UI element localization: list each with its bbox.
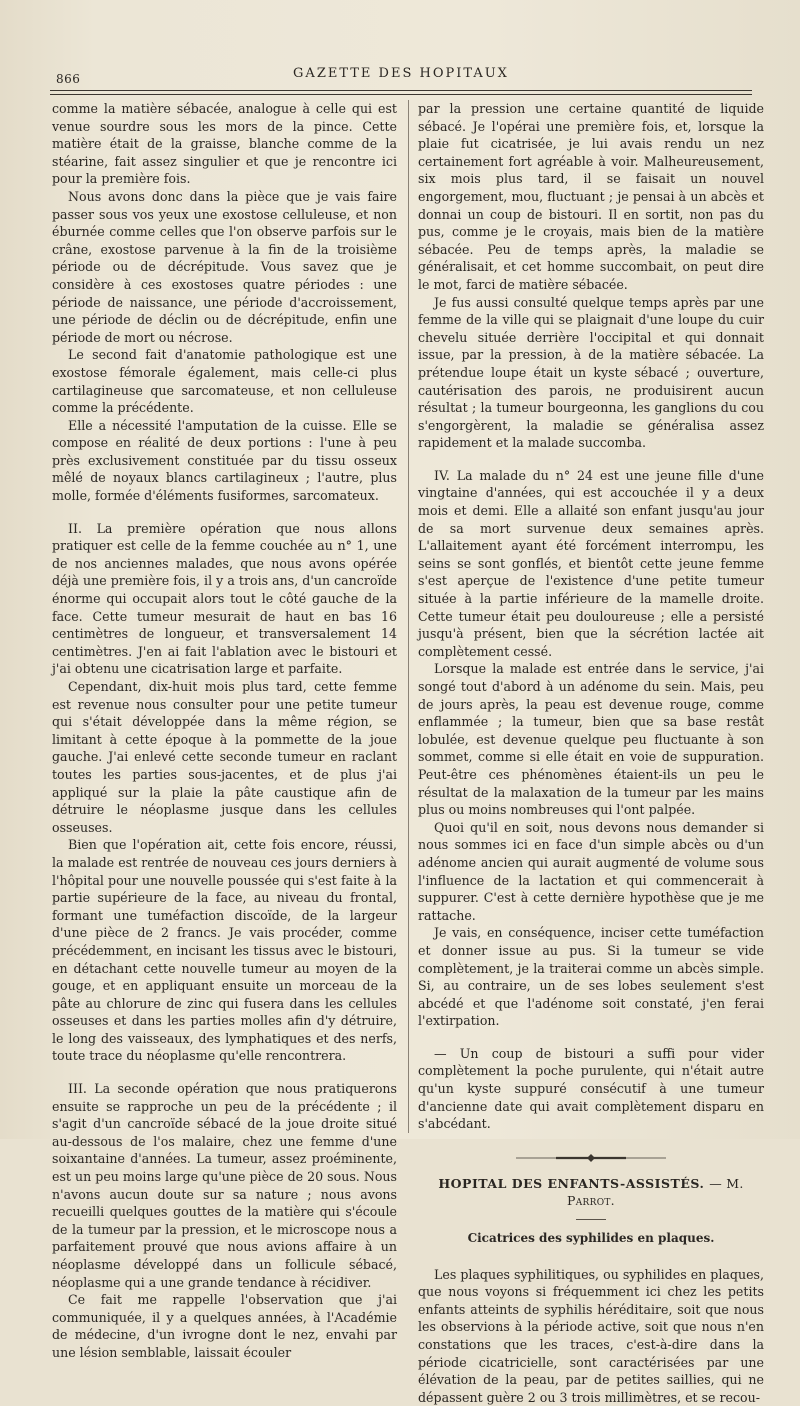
hospital-name: HOPITAL DES ENFANTS-ASSISTÉS. [438, 1175, 705, 1191]
journal-title: GAZETTE DES HOPITAUX [293, 66, 509, 81]
column-divider [408, 100, 409, 1133]
right-column [418, 100, 764, 1406]
running-head [50, 64, 752, 86]
paragraph: Cependant, dix-huit mois plus tard, cette femme est revenue nous consulter pour une petite tumeur qui s'était développée dans la même région, se limitant à cette époque à la pommette de la joue gauche. J'ai enlevé cette seconde tumeur en raclant toutes les parties sous-jacentes, et de plus j'ai appliqué sur la plaie la pâte caustique afin de détruire le néoplasme jusque dans les cellules osseuses. [52, 679, 397, 835]
paragraph: Le second fait d'anatomie pathologique est une exostose fémorale également, mais celle-ci plus cartilagineuse que sarcomateuse, et non celluleuse comme la précédente. [52, 347, 397, 416]
paragraph: Lorsque la malade est entrée dans le service, j'ai songé tout d'abord à un adénome du sein. Mais, peu de jours après, la peau est devenue rouge, comme enflammée ; la tumeur, bien que sa base restât lobulée, est devenue quelque peu fluctuante à son sommet, comme si elle était en voie de suppuration. Peut-être ces phénomènes étaient-ils un peu le résultat de la malaxation de la tumeur par les mains plus ou moins nombreuses qui l'ont palpée. [418, 661, 764, 818]
paragraph: Ce fait me rappelle l'observation que j'ai communiquée, il y a quelques années, à l'Académie de médecine, d'un ivrogne dont le nez, envahi par une lésion semblable, laissait écouler [52, 1292, 397, 1360]
left-column [52, 100, 397, 1362]
paragraph: Nous avons donc dans la pièce que je vais faire passer sous vos yeux une exostose celluleuse, et non éburnée comme celles que l'on observe parfois sur le crâne, exostose parvenue à la fin de la troisième période ou de décrépitude. Vous savez que je considère à ces exostoses quatre périodes : une période de naissance, une période d'accroissement, une période de déclin ou de décrépitude, enfin une période de mort ou nécrose. [52, 188, 397, 345]
article-subtitle: Cicatrices des syphilides en plaques. [467, 1231, 715, 1246]
paragraph: Les plaques syphilitiques, ou syphilides en plaques, que nous voyons si fréquemment ici chez les petits enfants atteints de syphilis héréditaire, soit que nous les observions à la période active, soit que nous n'en constations que les traces, c'est-à-dire dans la période cicatricielle, sont caractérisées par une élévation de la peau, par de petites saillies, qui ne dépassent guère 2 ou 3 trois millimètres, et se recou- [418, 1266, 764, 1405]
section-heading [418, 1175, 764, 1210]
paragraph: Elle a nécessité l'amputation de la cuisse. Elle se compose en réalité de deux portions : l'une à peu près exclusivement constituée par du tissu osseux mêlé de noyaux blancs cartilagineux ; l'autre, plus molle, formée d'éléments fusiformes, sarcomateux. [52, 417, 397, 504]
header-rule-thin [50, 94, 752, 95]
section-ornament [418, 1147, 764, 1169]
paragraph: Bien que l'opération ait, cette fois encore, réussi, la malade est rentrée de nouveau ces jours derniers à l'hôpital pour une nouvelle poussée qui s'est faite à la partie supérieure de la face, au niveau du frontal, formant une tuméfaction discoïde, de la largeur d'une pièce de 2 francs. Je vais procéder, comme précédemment, en incisant les tissus avec le bistouri, en détachant cette nouvelle tumeur au moyen de la gouge, et en appliquant ensuite un morceau de la pâte au chlorure de zinc qui fusera dans les cellules osseuses et dans les parties molles afin d'y détruire, le long des vaisseaux, des lymphatiques et des nerfs, toute trace du néoplasme qu'elle rencontrera. [52, 837, 397, 1064]
paragraph: Je fus aussi consulté quelque temps après par une femme de la ville qui se plaignait d'une loupe du cuir chevelu située derrière l'occipital et qui donnait issue, par la pression, à de la matière sébacée. La prétendue loupe était un kyste sébacé ; ouverture, cautérisation des parois, ne produisirent aucun résultat ; la tumeur bourgeonna, les ganglions du cou s'engorgèrent, la maladie se généralisa assez rapidement et la malade succomba. [418, 294, 764, 451]
paragraph-section-iii: III. La seconde opération que nous pratiquerons ensuite se rapproche un peu de la précédente ; il s'agit d'un cancroïde sébacé de la joue droite situé au-dessous de l'os malaire, chez une femme d'une soixantaine d'années. La tumeur, assez proéminente, est un peu moins large qu'une pièce de 20 sous. Nous n'avons aucun doute sur sa nature ; nous avons recueilli quelques gouttes de la matière qui s'écoule de la tumeur par la pression, et le microscope nous a parfaitement prouvé que nous avions affaire à un néoplasme développé dans un follicule sébacé, néoplasme qui a une grande tendance à récidiver. [52, 1081, 397, 1290]
paragraph-section-ii: II. La première opération que nous allons pratiquer est celle de la femme couchée au n° 1, une de nos anciennes malades, que nous avons opérée déjà une première fois, il y a trois ans, d'un cancroïde énorme qui occupait alors tout le côté gauche de la face. Cette tumeur mesurait de haut en bas 16 centimètres de longueur, et transversalement 14 centimètres. J'en ai fait l'ablation avec le bistouri et j'ai obtenu une cicatrisation large et parfaite. [52, 520, 397, 677]
paragraph: Quoi qu'il en soit, nous devons nous demander si nous sommes ici en face d'un simple abcès ou d'un adénome ancien qui aurait augmenté de volume sous l'influence de la lactation et qui commencerait à suppurer. C'est à cette dernière hypothèse que je me rattache. [418, 819, 764, 923]
paragraph: Je vais, en conséquence, inciser cette tuméfaction et donner issue au pus. Si la tumeur se vide complètement, je la traiterai comme un abcès simple. Si, au contraire, un de ses lobes seulement s'est abcédé et que l'adénome soit constaté, j'en ferai l'extirpation. [418, 925, 764, 1029]
paragraph-conclusion: — Un coup de bistouri a suffi pour vider complètement la poche purulente, qui n'était autre qu'un kyste suppuré consécutif à une tumeur d'ancienne date qui avait complètement disparu en s'abcédant. [418, 1045, 764, 1132]
paragraph-section-iv: IV. La malade du n° 24 est une jeune fille d'une vingtaine d'années, qui est accouchée il y a deux mois et demi. Elle a allaité son enfant jusqu'au jour de sa mort survenue deux semaines après. L'allaitement ayant été forcément interrompu, les seins se sont gonflés, et bientôt cette jeune femme s'est aperçue de l'existence d'une petite tumeur située à la partie inférieure de la mamelle droite. Cette tumeur était peu douloureuse ; elle a persisté jusqu'à présent, bien que la sécrétion lactée ait complètement cessé. [418, 467, 764, 659]
paragraph: par la pression une certaine quantité de liquide sébacé. Je l'opérai une première fois, et, lorsque la plaie fut cicatrisée, je lui avais rendu un nez certainement fort agréable à voir. Malheureusement, six mois plus tard, il se faisait un nouvel engorgement, mou, fluctuant ; je pensai à un abcès et donnai un coup de bistouri. Il en sortit, non pas du pus, comme je le croyais, mais bien de la matière sébacée. Peu de temps après, la maladie se généralisait, et cet homme succombait, on peut dire le mot, farci de matière sébacée. [418, 101, 764, 292]
header-rule [50, 90, 752, 91]
paragraph: comme la matière sébacée, analogue à celle qui est venue sourdre sous les mors de la pince. Cette matière était de la graisse, blanche comme de la stéarine, fait assez singulier et que je rencontre ici pour la première fois. [52, 101, 397, 187]
doctor-name: — M. Parrot. [567, 1175, 744, 1209]
page-number: 866 [56, 72, 81, 86]
heading-rule [576, 1219, 606, 1220]
